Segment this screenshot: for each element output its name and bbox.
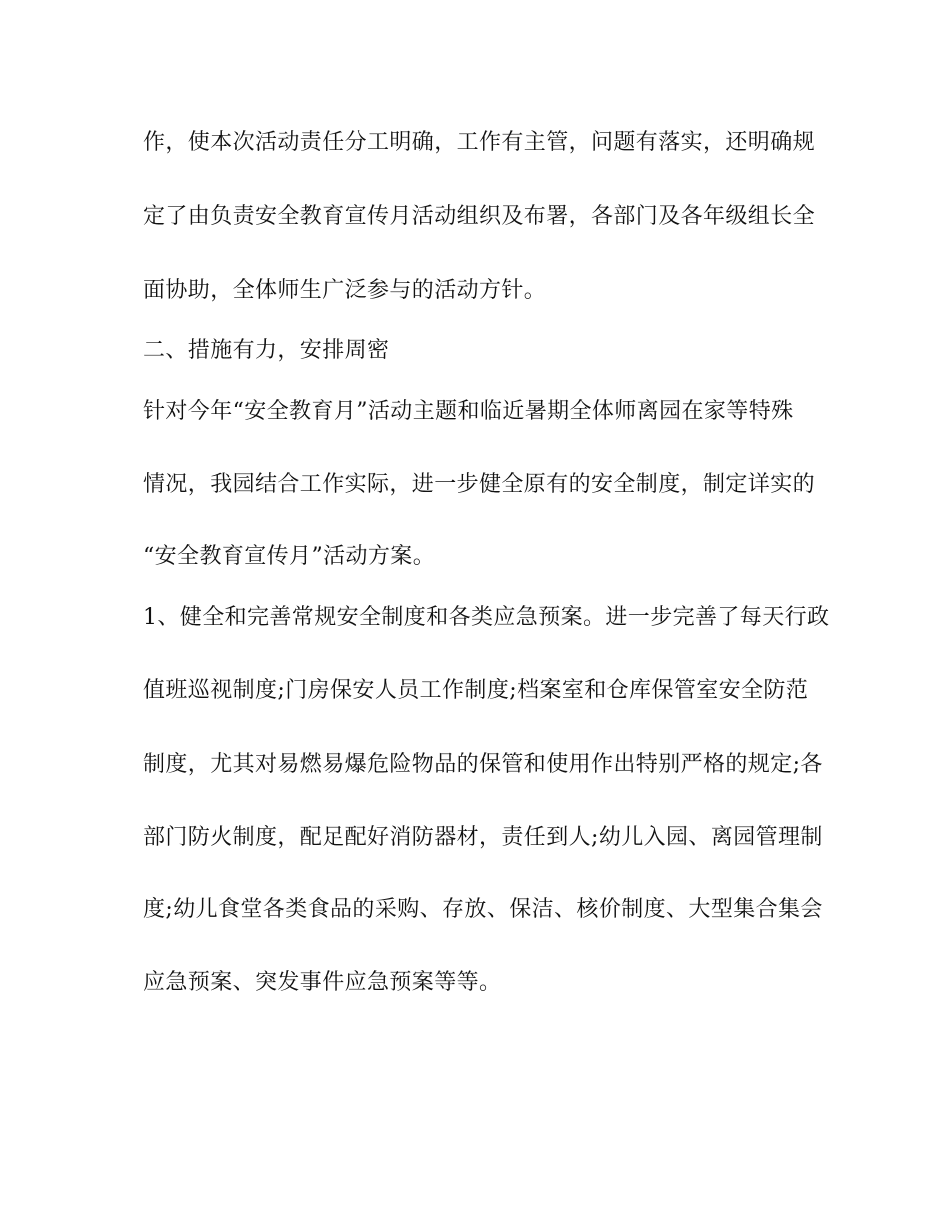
paragraph-line: 情况，我园结合工作实际，进一步健全原有的安全制度，制定详实的 xyxy=(143,472,816,497)
paragraph-line: 面协助，全体师生广泛参与的活动方针。 xyxy=(143,278,547,303)
paragraph-line: 定了由负责安全教育宣传月活动组织及布署，各部门及各年级组长全 xyxy=(143,204,816,229)
paragraph-line: 度;幼儿食堂各类食品的采购、存放、保洁、核价制度、大型集合集会 xyxy=(143,897,823,922)
paragraph-line: 制度，尤其对易燃易爆危险物品的保管和使用作出特别严格的规定;各 xyxy=(143,752,823,777)
paragraph-line: 部门防火制度，配足配好消防器材，责任到人;幼儿入园、离园管理制 xyxy=(143,825,823,850)
section-heading: 二、措施有力，安排周密 xyxy=(143,338,390,363)
paragraph-line: 作，使本次活动责任分工明确，工作有主管，问题有落实，还明确规 xyxy=(143,130,816,155)
paragraph-line: “安全教育宣传月”活动方案。 xyxy=(143,544,436,569)
paragraph-line: 值班巡视制度;门房保安人员工作制度;档案室和仓库保管室安全防范 xyxy=(143,678,809,703)
numbered-paragraph-line: 1、健全和完善常规安全制度和各类应急预案。进一步完善了每天行政 xyxy=(143,605,830,630)
paragraph-line: 针对今年“安全教育月”活动主题和临近暑期全体师离园在家等特殊 xyxy=(143,399,794,424)
paragraph-line: 应急预案、突发事件应急预案等等。 xyxy=(143,970,502,995)
